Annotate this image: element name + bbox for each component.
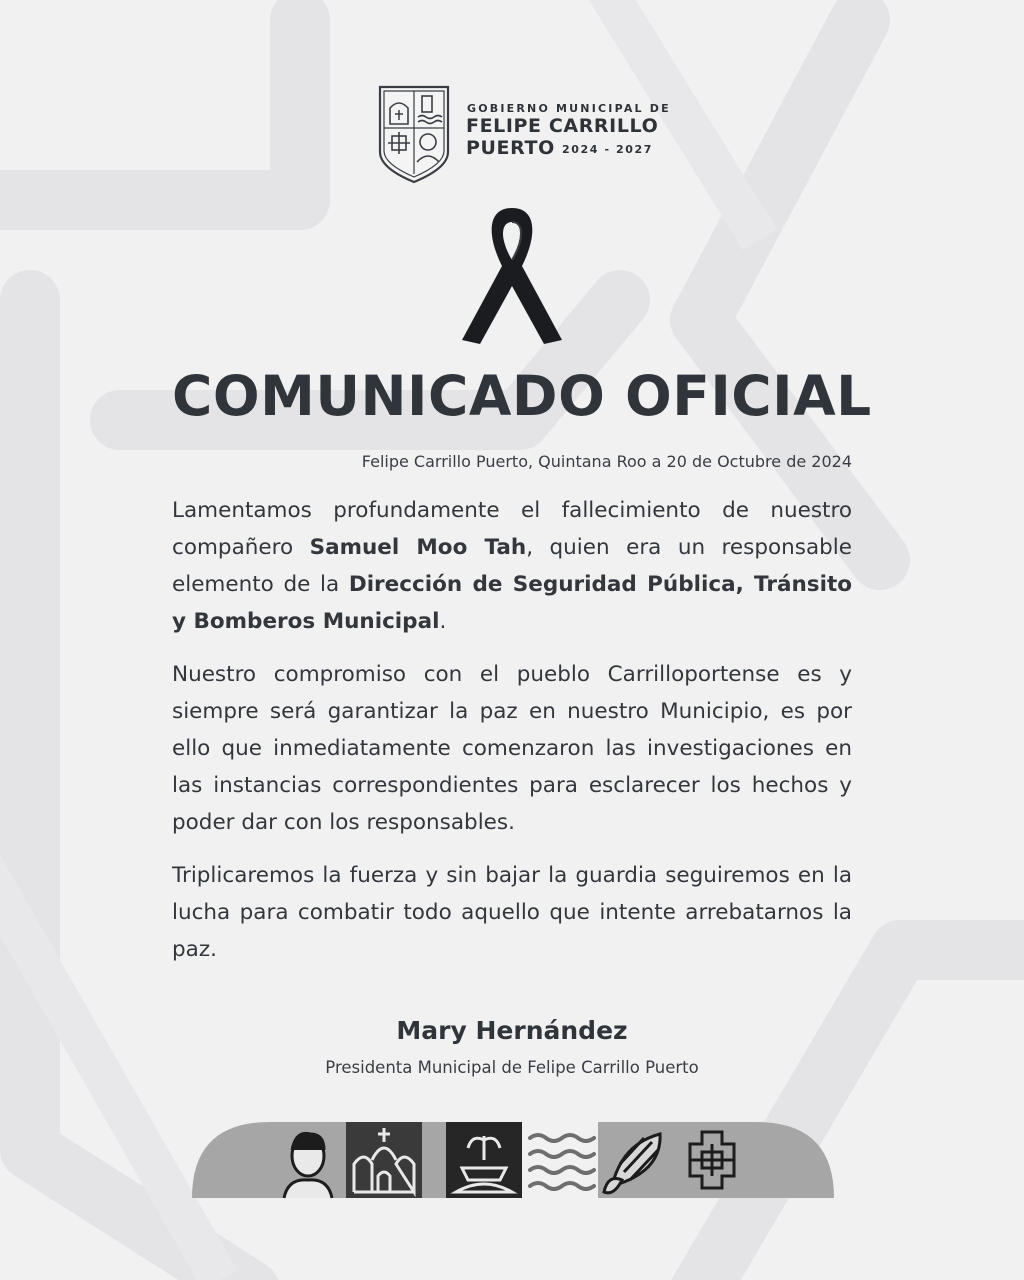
p1-text-b: , quien era un responsable elemento de la xyxy=(172,535,853,597)
deceased-name: Samuel Moo Tah xyxy=(309,535,527,560)
statement-body xyxy=(172,492,852,984)
department-name: Dirección de Seguridad Pública, Tránsito y Bomberos Municipal xyxy=(172,572,852,634)
municipality-name-line2: PUERTO xyxy=(466,137,555,159)
government-label: GOBIERNO MUNICIPAL DE xyxy=(467,102,671,115)
p1-text-a: Lamentamos profundamente el fallecimiento de nuestro compañero xyxy=(172,498,852,560)
municipality-name-line1: FELIPE CARRILLO xyxy=(466,115,659,137)
paragraph-3: Triplicaremos la fuerza y sin bajar la guardia seguiremos en la lucha para combatir todo aquello que intente arrebatarnos la paz. xyxy=(172,863,852,962)
page-title: COMUNICADO OFICIAL xyxy=(172,364,872,428)
dateline: Felipe Carrillo Puerto, Quintana Roo a 20 de Octubre de 2024 xyxy=(361,452,852,471)
administration-years: 2024 - 2027 xyxy=(562,143,654,156)
p1-text-c: . xyxy=(439,609,447,634)
paragraph-1 xyxy=(172,492,852,640)
signer-role: Presidenta Municipal de Felipe Carrillo Puerto xyxy=(325,1058,699,1077)
signer-name: Mary Hernández xyxy=(396,1016,628,1045)
paragraph-2: Nuestro compromiso con el pueblo Carrilloportense es y siempre será garantizar la paz en nuestro Municipio, es por ello que inmediatamente comenzaron las investigaciones en las instancias correspondientes para esclarecer los hechos y poder dar con los responsables. xyxy=(172,662,852,835)
mourning-ribbon-icon xyxy=(458,204,566,346)
footer-icon-strip xyxy=(192,1120,834,1200)
municipal-crest-icon xyxy=(376,84,452,184)
government-logo xyxy=(376,84,676,186)
